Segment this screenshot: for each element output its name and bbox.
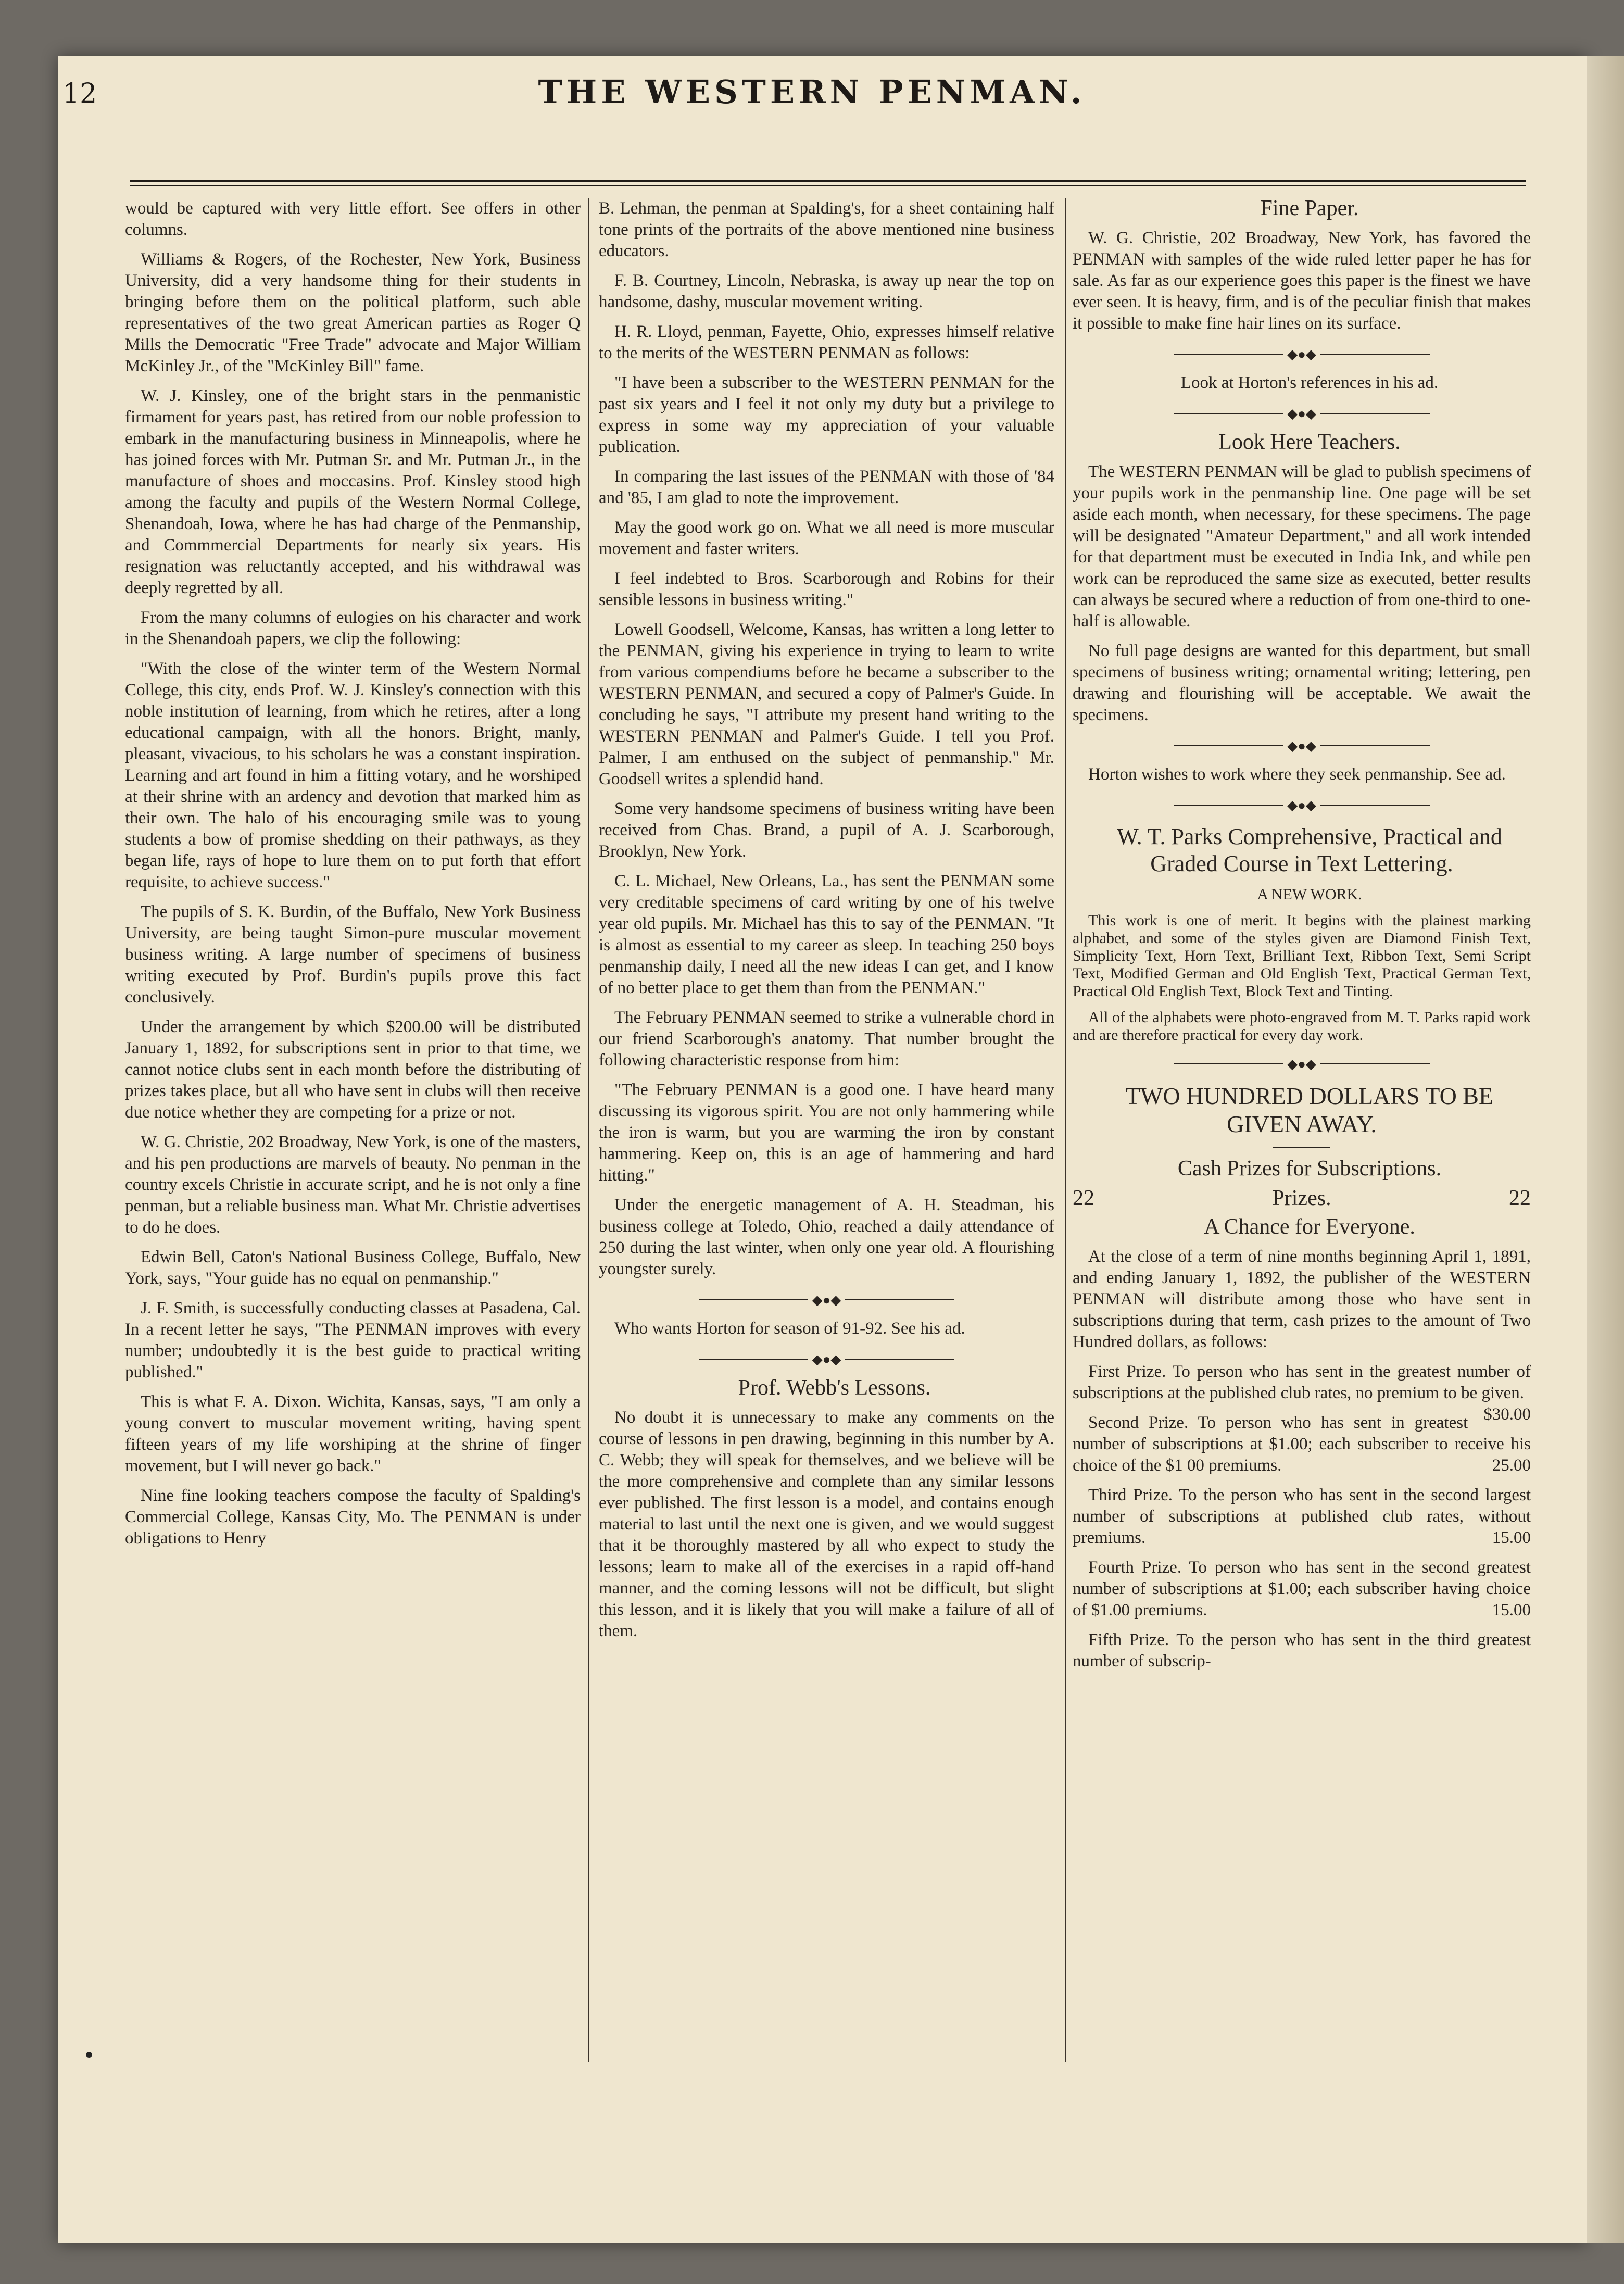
paragraph: J. F. Smith, is successfully conducting classes at Pasadena, Cal. In a recent letter he says, "The PENMAN improves with every number; undoubtedly it is the best guide to practical writing published." xyxy=(125,1299,581,1382)
paragraph: In comparing the last issues of the PENMAN with those of '84 and '85, I am glad to note the improvement. xyxy=(599,467,1054,507)
ornament-separator: ◆●◆ xyxy=(1073,794,1531,816)
paragraph: The February PENMAN seemed to strike a vulnerable chord in our friend Scarborough's anatomy. That number brought the following characteristic response from him: xyxy=(599,1008,1054,1070)
paragraph: This work is one of merit. It begins with the plainest marking alphabet, and some of the styles given are Diamond Finish Text, Simplicity Text, Horn Text, Brilliant Text, Ribbon Text, Semi Script Text, Modified German and Old English Text, Practical German Text, Practical Old English Text, Block Text and Tinting. xyxy=(1073,911,1531,1000)
paragraph: W. G. Christie, 202 Broadway, New York, has favored the PENMAN with samples of the wide ruled letter paper he has for sale. As far as our experience goes this paper is the finest we have ever seen. It is heavy, firm, and is of the peculiar finish that makes it possible to make fine hair lines on its surface. xyxy=(1073,229,1531,333)
paragraph: B. Lehman, the penman at Spalding's, for a sheet containing half tone prints of the portraits of the above mentioned nine business educators. xyxy=(599,199,1054,260)
journal-title: THE WESTERN PENMAN. xyxy=(538,73,1086,111)
page-edge xyxy=(1587,56,1624,2243)
paragraph: May the good work go on. What we all need is more muscular movement and faster writers. xyxy=(599,518,1054,558)
paragraph: At the close of a term of nine months beginning April 1, 1891, and ending January 1, 1892, the publisher of the WESTERN PENMAN will distribute among those who have sent in subscriptions during that term, cash prizes to the amount of Two Hundred dollars, as follows: xyxy=(1073,1247,1531,1351)
paragraph: Look at Horton's references in his ad. xyxy=(1180,373,1439,392)
short-rule xyxy=(1273,1147,1330,1148)
column-2 xyxy=(599,198,1054,1650)
paragraph: Williams & Rogers, of the Rochester, New York, Business University, did a very handsome thing for their students in bringing before them on the political platform, such able representatives of the two great American parties as Roger Q Mills the Democratic "Free Trade" advocate and Major William McKinley Jr., of the "McKinley Bill" fame. xyxy=(125,250,581,375)
paragraph: I feel indebted to Bros. Scarborough and Robins for their sensible lessons in business writing." xyxy=(599,569,1054,609)
paragraph: No doubt it is unnecessary to make any comments on the course of lessons in pen drawing, beginning in this number by A. C. Webb; they will speak for themselves, and we believe will be the more comprehensive and complete than any similar lessons ever published. The first lesson is a model, and contains enough material to last until the next one is given, and we would suggest that it be thoroughly mastered by all who expect to study the lessons; learn to make all of the exercises in a rapid off-hand manner, and the coming lessons will not be difficult, but slight this lesson, and it is likely that you will make a failure of all of them. xyxy=(599,1408,1054,1640)
paragraph: The WESTERN PENMAN will be glad to publish specimens of your pupils work in the penmanship line. One page will be set aside each month, when necessary, for these specimens. The page will be designated "Amateur Department," and all work intended for that department must be executed in India Ink, and while pen work can be reproduced the same size as executed, better results can always be secured where a reduction of from one-third to one-half is allowable. xyxy=(1073,462,1531,631)
prize-text: First Prize. To person who has sent in the greatest number of subscriptions at the published club rates, no premium to be given. xyxy=(1073,1362,1531,1402)
column-1 xyxy=(125,198,581,1558)
page-number: 12 xyxy=(62,78,97,109)
section-heading: Fine Paper. xyxy=(1260,196,1359,220)
prize-text: Fourth Prize. To person who has sent in the second greatest number of subscriptions at $1.00; each subscriber having choice of $1.00 premiums. xyxy=(1073,1558,1531,1620)
paragraph: "The February PENMAN is a good one. I have heard many discussing its vigorous spirit. You are not only hammering while the iron is warm, but you are warming the iron by constant hammering. Keep on, this is an age of hammering and hard hitting." xyxy=(599,1081,1054,1185)
section-heading: TWO HUNDRED DOLLARS TO BE GIVEN AWAY. xyxy=(1125,1082,1494,1137)
prize-amount: 25.00 xyxy=(1492,1455,1531,1475)
prizes-count-left: 22 xyxy=(1073,1186,1094,1210)
section-heading: Look Here Teachers. xyxy=(1218,430,1401,454)
ornament-separator: ◆●◆ xyxy=(1073,734,1531,757)
paragraph: C. L. Michael, New Orleans, La., has sent the PENMAN some very creditable specimens of card writing by one of his twelve year old pupils. Mr. Michael has this to say of the PENMAN. "It is almost as essential to my career as sleep. In teaching 250 boys penmanship daily, I need all the new ideas I can get, and I know of no better place to get them than from the PENMAN." xyxy=(599,872,1054,997)
ornament-separator: ◆●◆ xyxy=(599,1348,1054,1370)
prize-amount: 15.00 xyxy=(1492,1600,1531,1620)
paragraph: "With the close of the winter term of the Western Normal College, this city, ends Prof. W. J. Kinsley's connection with this noble institution of learning, from which he retires, after a long educational campaign, with all the honors. Bright, manly, pleasant, vivacious, to his scholars he was a constant inspiration. Learning and art found in him a fitting votary, and he worshiped at their shrine with an ardency and devotion that marked him as their own. The halo of his encouraging smile was to young students a bow of promise shedding on their pathways, as they began life, rays of hope to lure them on to put forth that effort requisite, to achieve success." xyxy=(125,659,581,892)
section-heading: W. T. Parks Comprehensive, Practical and Graded Course in Text Lettering. xyxy=(1117,823,1502,876)
section-heading: Cash Prizes for Subscriptions. xyxy=(1177,1156,1442,1181)
paragraph: Nine fine looking teachers compose the faculty of Spalding's Commercial College, Kansas City, Mo. The PENMAN is under obligations to Henry xyxy=(125,1486,581,1548)
paragraph: W. J. Kinsley, one of the bright stars in the penmanistic firmament for years past, has retired from our noble profession to embark in the manufacturing business in Minneapolis, where he has joined forces with Mr. Putman Sr. and Mr. Putman Jr., in the manufacture of shoes and moccasins. Prof. Kinsley stood high among the faculty and pupils of the Western Normal College, Shenandoah, Iowa, where he has had charge of the Penmanship, and Commmercial Departments for nearly six years. His resignation was reluctantly accepted, and his withdrawal was deeply regretted by all. xyxy=(125,386,581,597)
prize-text: Fifth Prize. To the person who has sent in the third greatest number of subscrip- xyxy=(1073,1630,1531,1671)
ink-spot xyxy=(86,2052,92,2058)
paragraph: Who wants Horton for season of 91-92. See his ad. xyxy=(614,1319,965,1338)
paragraph: W. G. Christie, 202 Broadway, New York, is one of the masters, and his pen productions are marvels of beauty. No penman in the country excels Christie in accurate script, and he is not only a fine penman, but a reliable business man. What Mr. Christie advertises to do he does. xyxy=(125,1133,581,1237)
paragraph: This is what F. A. Dixon. Wichita, Kansas, says, "I am only a young convert to muscular movement writing, having spent fifteen years of my life worshiping at the shrine of finger movement, but I will never go back." xyxy=(125,1392,581,1475)
paragraph: All of the alphabets were photo-engraved from M. T. Parks rapid work and are therefore practical for every day work. xyxy=(1073,1008,1531,1044)
ornament-separator: ◆●◆ xyxy=(599,1288,1054,1311)
paragraph: No full page designs are wanted for this department, but small specimens of business writing; ornamental writing; lettering, pen drawing and flourishing will be acceptable. We await the specimens. xyxy=(1073,641,1531,724)
paragraph: F. B. Courtney, Lincoln, Nebraska, is away up near the top on handsome, dashy, muscular movement writing. xyxy=(599,271,1054,311)
prize-item xyxy=(1073,1412,1531,1476)
paragraph: From the many columns of eulogies on his character and work in the Shenandoah papers, we clip the following: xyxy=(125,608,581,648)
prizes-count-right: 22 xyxy=(1509,1186,1531,1210)
paragraph: Under the energetic management of A. H. Steadman, his business college at Toledo, Ohio, reached a daily attendance of 250 during the last winter, when only one year old. A flourishing youngster surely. xyxy=(599,1196,1054,1278)
ornament-separator: ◆●◆ xyxy=(1073,402,1531,424)
paragraph: "I have been a subscriber to the WESTERN PENMAN for the past six years and I feel it not only my duty but a privilege to express in some way my appreciation of your valuable publication. xyxy=(599,373,1054,456)
prize-amount: $30.00 xyxy=(1483,1404,1531,1424)
paragraph: The pupils of S. K. Burdin, of the Buffalo, New York Business University, are being taught Simon-pure muscular movement business writing. A large number of specimens of business writing executed by Prof. Burdin's pupils prove this fact conclusively. xyxy=(125,902,581,1007)
paragraph: Under the arrangement by which $200.00 will be distributed January 1, 1892, for subscriptions sent in prior to that time, we cannot notice clubs sent in each month before the distributing of prizes takes place, but all who have sent in clubs will then receive due notice whether they are competing for a prize or not. xyxy=(125,1018,581,1122)
section-heading: A Chance for Everyone. xyxy=(1204,1214,1415,1239)
ornament-separator: ◆●◆ xyxy=(1073,1052,1531,1075)
prize-amount: 15.00 xyxy=(1492,1528,1531,1547)
prize-item xyxy=(1073,1361,1531,1424)
column-divider xyxy=(588,198,589,2062)
prize-text: Second Prize. To person who has sent in greatest number of subscriptions at $1.00; each subscriber to receive his choice of the $1 00 premiums. xyxy=(1073,1413,1531,1475)
subheading: A NEW WORK. xyxy=(1257,885,1362,903)
column-3 xyxy=(1073,198,1531,1680)
header-rule-thin xyxy=(130,185,1526,186)
paragraph: Lowell Goodsell, Welcome, Kansas, has written a long letter to the PENMAN, giving his experience in trying to learn to write from various compendiums before he became a subscriber to the WESTERN PENMAN, and secured a copy of Palmer's Guide. In concluding he says, "I attribute my present hand writing to the WESTERN PENMAN and Palmer's Guide. I tell you Prof. Palmer, I am enthused on the subject of penmanship." Mr. Goodsell writes a splendid hand. xyxy=(599,620,1054,788)
section-heading: Prof. Webb's Lessons. xyxy=(738,1375,931,1400)
prizes-label: Prizes. xyxy=(1272,1186,1331,1210)
prize-item xyxy=(1073,1629,1531,1672)
column-divider xyxy=(1065,198,1066,2062)
prize-text: Third Prize. To the person who has sent in the second largest number of subscriptions at published club rates, without premiums. xyxy=(1073,1485,1531,1547)
paragraph: Some very handsome specimens of business writing have been received from Chas. Brand, a pupil of A. J. Scarborough, Brooklyn, New York. xyxy=(599,799,1054,861)
header-rule xyxy=(130,180,1526,182)
paragraph: H. R. Lloyd, penman, Fayette, Ohio, expresses himself relative to the merits of the WESTERN PENMAN as follows: xyxy=(599,322,1054,362)
paragraph: Edwin Bell, Caton's National Business College, Buffalo, New York, says, "Your guide has no equal on penmanship." xyxy=(125,1248,581,1288)
prize-item xyxy=(1073,1485,1531,1549)
paragraph: Horton wishes to work where they seek penmanship. See ad. xyxy=(1088,764,1506,784)
paragraph: would be captured with very little effort. See offers in other columns. xyxy=(125,199,581,239)
prize-item xyxy=(1073,1557,1531,1621)
ornament-separator: ◆●◆ xyxy=(1073,343,1531,365)
prizes-row xyxy=(1073,1188,1531,1209)
